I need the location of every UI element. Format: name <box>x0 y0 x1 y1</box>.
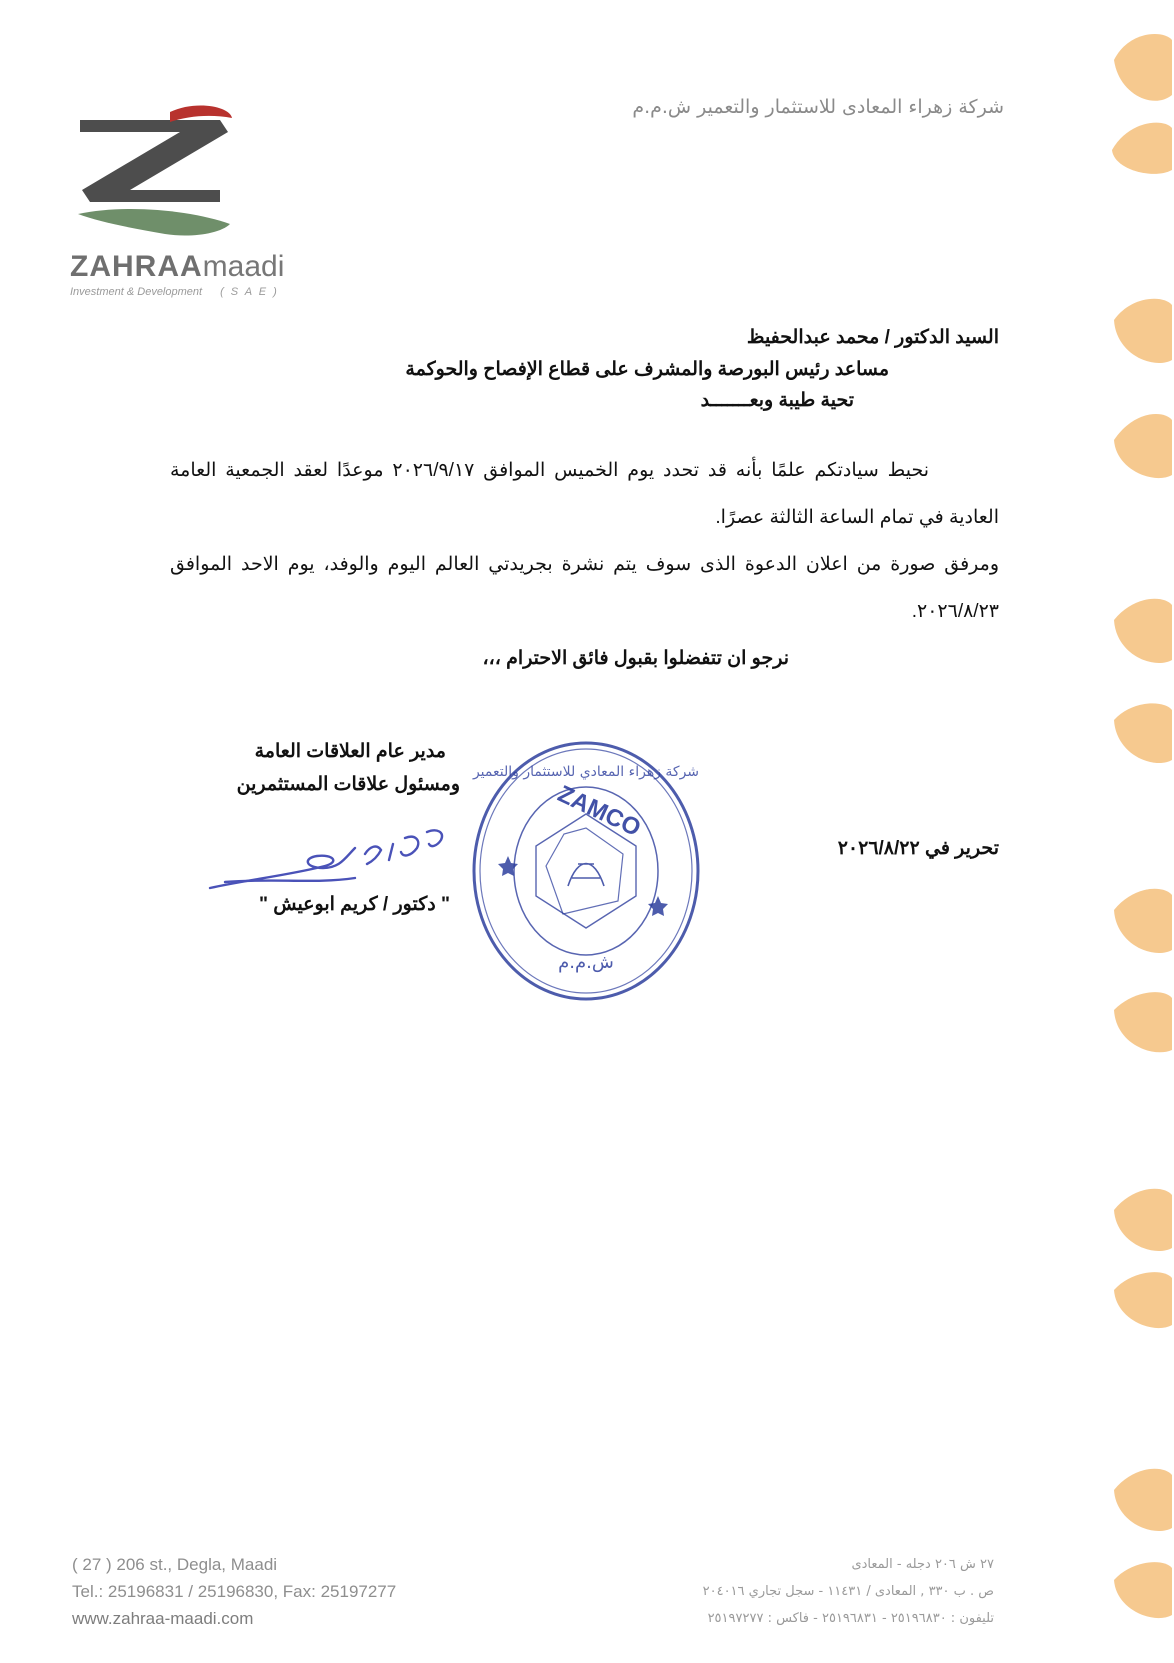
company-logo <box>70 102 340 302</box>
issue-date: تحرير في ٢٠٢٦/٨/٢٢ <box>837 838 999 859</box>
petal-shape <box>1114 599 1172 663</box>
handwritten-signature <box>205 818 465 898</box>
greeting: تحية طيبة وبعـــــــد <box>700 390 854 411</box>
signatory-name: " دكتور / كريم ابوعيش " <box>258 894 450 915</box>
signatory-title-2: ومسئول علاقات المستثمرين <box>236 774 460 795</box>
petal-shape <box>1114 34 1172 101</box>
seal-center-text: ZAMCO <box>553 780 645 843</box>
petal-shape <box>1114 992 1172 1052</box>
body-paragraph-2: ومرفق صورة من اعلان الدعوة الذى سوف يتم نشرة بجريدتي العالم اليوم والوفد، يوم الاحد الموافق ٢٠٢٦/٨/٢٣. <box>170 554 999 622</box>
petal-shape <box>1112 123 1172 174</box>
recipient-name: السيد الدكتور / محمد عبدالحفيظ <box>746 327 999 348</box>
footer-phone: Tel.: 25196831 / 25196830, Fax: 25197277 <box>72 1582 397 1601</box>
petal-shape <box>1114 889 1172 953</box>
company-seal-stamp <box>468 736 704 1006</box>
logo-tagline <box>70 286 279 298</box>
recipient-title: مساعد رئيس البورصة والمشرف على قطاع الإفصاح والحوكمة <box>405 359 889 380</box>
logo-brand-suffix: maadi <box>202 250 285 283</box>
petal-shape <box>1114 299 1172 363</box>
footer-arabic <box>703 1551 994 1632</box>
logo-tagline-text: Investment & Development <box>70 286 203 298</box>
logo-brand-text: ZAHRAA <box>70 250 203 283</box>
petal-shape <box>1114 1562 1172 1618</box>
decorative-petals-strip <box>1084 0 1174 1663</box>
logo-wordmark <box>70 250 284 284</box>
footer-address-arabic: ٢٧ ش ٢٠٦ دجله - المعادى <box>851 1557 994 1572</box>
company-name-arabic: شركة زهراء المعادى للاستثمار والتعمير ش.م.م <box>632 96 1004 118</box>
petal-shape <box>1114 1469 1172 1531</box>
petal-shape <box>1114 1272 1172 1328</box>
closing-line: نرجو ان تتفضلوا بقبول فائق الاحترام ،،، <box>482 648 789 669</box>
footer-english <box>72 1551 396 1632</box>
footer-website-link[interactable]: www.zahraa-maadi.com <box>72 1609 254 1628</box>
seal-bottom-text: ش.م.م <box>558 952 614 973</box>
petal-shape <box>1114 1189 1172 1251</box>
signatory-title-1: مدير عام العلاقات العامة <box>254 741 446 762</box>
footer-phone-arabic: تليفون : ٢٥١٩٦٨٣٠ - ٢٥١٩٦٨٣١ - فاكس : ٢٥١٩٧٢٧٧ <box>707 1611 994 1626</box>
seal-star-icon <box>648 896 668 916</box>
body-paragraph-1: نحيط سيادتكم علمًا بأنه قد تحدد يوم الخميس الموافق ٢٠٢٦/٩/١٧ موعدًا لعقد الجمعية العامة العادية في تمام الساعة الثالثة عصرًا. <box>170 460 999 528</box>
seal-ring-text: شركة زهراء المعادي للاستثمار والتعمير <box>472 764 700 780</box>
logo-legal-form: ( S A E ) <box>220 286 279 298</box>
petal-shape <box>1114 414 1172 478</box>
zahraa-logo-mark-icon <box>70 102 245 252</box>
petal-shape <box>1114 703 1172 763</box>
footer-address: ( 27 ) 206 st., Degla, Maadi <box>72 1555 278 1574</box>
footer-pobox-arabic: ص . ب ٣٣٠ , المعادى / ١١٤٣١ - سجل تجاري ٢٠٤٠١٦ <box>702 1584 994 1599</box>
